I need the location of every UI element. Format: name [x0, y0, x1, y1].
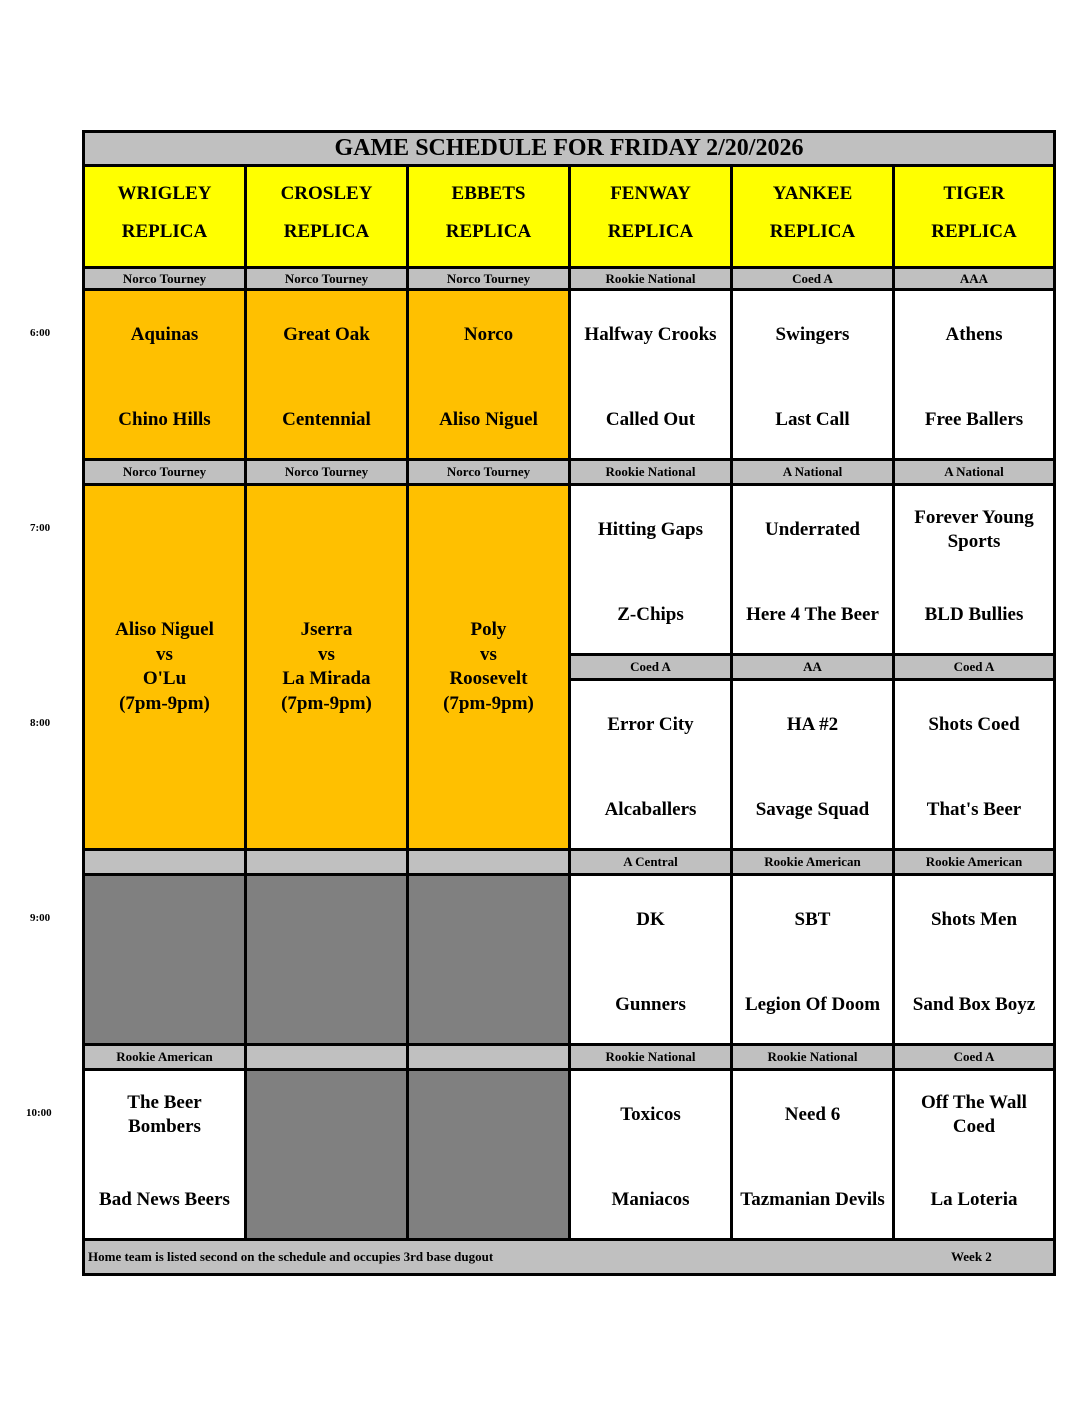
- home-team: BLD Bullies: [924, 604, 1024, 625]
- home-team: Savage Squad: [755, 799, 870, 820]
- field-header-fenway: [571, 167, 733, 266]
- field-name: FENWAY: [610, 183, 691, 204]
- field-sub: REPLICA: [283, 221, 370, 242]
- tourney-game-cell: [85, 486, 247, 851]
- home-team: That's Beer: [926, 799, 1022, 820]
- field-sub: REPLICA: [607, 221, 694, 242]
- field-sub: REPLICA: [445, 221, 532, 242]
- field-name: WRIGLEY: [117, 183, 212, 204]
- tourney-vs: vs: [156, 643, 173, 665]
- division-label: Norco Tourney: [247, 461, 409, 486]
- home-team: Last Call: [775, 409, 850, 430]
- away-team: DK: [636, 909, 665, 930]
- division-label: Rookie American: [733, 851, 895, 876]
- tourney-team-1: Aliso Niguel: [115, 619, 214, 640]
- division-label: Rookie American: [85, 1046, 247, 1071]
- game-cell: [247, 291, 409, 461]
- away-team: Great Oak: [283, 324, 370, 345]
- schedule-title: GAME SCHEDULE FOR FRIDAY 2/20/2026: [85, 133, 1053, 167]
- tourney-time: (7pm-9pm): [443, 692, 534, 714]
- away-team: Shots Men: [930, 909, 1018, 930]
- home-team: Z-Chips: [617, 604, 684, 625]
- game-cell: [85, 1071, 247, 1241]
- division-label: AA: [733, 656, 895, 681]
- game-cell: [895, 291, 1053, 461]
- time-label-8: 8:00: [30, 717, 51, 729]
- division-label: Coed A: [571, 656, 733, 681]
- unused-cell: [247, 1071, 409, 1241]
- home-team: Aliso Niguel: [439, 409, 538, 430]
- field-name: YANKEE: [772, 183, 853, 204]
- away-team-line-1: The Beer: [127, 1092, 202, 1113]
- tourney-team-1: Jserra: [300, 619, 353, 640]
- division-label: Norco Tourney: [85, 461, 247, 486]
- field-sub: REPLICA: [769, 221, 856, 242]
- home-team: Legion Of Doom: [744, 994, 881, 1015]
- away-team: Athens: [945, 324, 1003, 345]
- division-label: [85, 851, 247, 876]
- unused-cell: [409, 876, 571, 1046]
- home-team: Alcaballers: [604, 799, 697, 820]
- division-label: A Central: [571, 851, 733, 876]
- field-header-ebbets: [409, 167, 571, 266]
- tourney-team-2: Roosevelt: [449, 668, 528, 689]
- week-label: Week 2: [951, 1249, 992, 1264]
- away-team-line-2: Sports: [947, 531, 1001, 552]
- field-sub: REPLICA: [931, 221, 1017, 242]
- away-team-line-2: Coed: [952, 1116, 996, 1137]
- home-team: Maniacos: [611, 1189, 690, 1210]
- unused-cell: [409, 1071, 571, 1241]
- game-cell: [733, 876, 895, 1046]
- away-team: Hitting Gaps: [597, 519, 704, 540]
- schedule-table: [82, 130, 1056, 1276]
- away-team-line-1: Forever Young: [914, 507, 1034, 528]
- home-team: Here 4 The Beer: [746, 604, 879, 625]
- division-label: [409, 1046, 571, 1071]
- home-team: Bad News Beers: [99, 1189, 230, 1210]
- footer-note: Home team is listed second on the schedule and occupies 3rd base dugout: [88, 1249, 494, 1264]
- division-label: [247, 1046, 409, 1071]
- away-team: Shots Coed: [928, 714, 1020, 735]
- time-label-10: 10:00: [26, 1107, 52, 1119]
- away-team: Underrated: [765, 519, 860, 540]
- division-label: Norco Tourney: [409, 269, 571, 291]
- division-label: Rookie National: [571, 461, 733, 486]
- field-name: EBBETS: [451, 183, 526, 204]
- home-team: La Loteria: [930, 1189, 1018, 1210]
- division-label: Rookie National: [733, 1046, 895, 1071]
- division-label: Rookie National: [571, 269, 733, 291]
- field-name: CROSLEY: [280, 183, 373, 204]
- division-label: Rookie National: [571, 1046, 733, 1071]
- away-team: Swingers: [775, 324, 850, 345]
- game-cell: [733, 486, 895, 656]
- home-team: Free Ballers: [924, 409, 1024, 430]
- division-label: A National: [895, 461, 1053, 486]
- game-cell: [85, 291, 247, 461]
- game-cell: [571, 291, 733, 461]
- game-cell: [895, 681, 1053, 851]
- field-header-crosley: [247, 167, 409, 266]
- game-cell: [733, 681, 895, 851]
- game-cell: [895, 1071, 1053, 1241]
- game-cell: [571, 486, 733, 656]
- away-team: Aquinas: [130, 324, 199, 345]
- division-label: Coed A: [895, 1046, 1053, 1071]
- game-cell: [733, 291, 895, 461]
- home-team: Called Out: [605, 409, 696, 430]
- tourney-time: (7pm-9pm): [119, 692, 210, 714]
- game-cell: [733, 1071, 895, 1241]
- division-label: Norco Tourney: [247, 269, 409, 291]
- unused-cell: [247, 876, 409, 1046]
- away-team: SBT: [794, 909, 831, 930]
- tourney-vs: vs: [480, 643, 497, 665]
- division-label: Coed A: [733, 269, 895, 291]
- division-label: AAA: [895, 269, 1053, 291]
- home-team: Gunners: [615, 994, 686, 1015]
- division-label: Rookie American: [895, 851, 1053, 876]
- tourney-team-2: O'Lu: [142, 668, 187, 689]
- field-header-tiger: [895, 167, 1053, 266]
- time-label-6: 6:00: [30, 327, 51, 339]
- division-label: A National: [733, 461, 895, 486]
- away-team-line-2: Bombers: [128, 1116, 201, 1137]
- field-header-wrigley: [85, 167, 247, 266]
- division-label: Norco Tourney: [409, 461, 571, 486]
- division-label: [247, 851, 409, 876]
- away-team-line-1: Off The Wall: [921, 1092, 1027, 1113]
- game-cell: [409, 291, 571, 461]
- home-team: Sand Box Boyz: [912, 994, 1036, 1015]
- field-name: TIGER: [943, 183, 1005, 204]
- tourney-game-cell: [247, 486, 409, 851]
- home-team: Centennial: [282, 409, 371, 430]
- tourney-team-2: La Mirada: [282, 668, 371, 689]
- game-cell: [571, 876, 733, 1046]
- tourney-game-cell: [409, 486, 571, 851]
- footer-bar: [85, 1241, 1053, 1273]
- home-team: Chino Hills: [118, 409, 211, 430]
- away-team: Norco: [463, 324, 514, 345]
- away-team: HA #2: [786, 714, 839, 735]
- away-team: Halfway Crooks: [584, 324, 717, 345]
- time-label-7: 7:00: [30, 522, 51, 534]
- tourney-team-1: Poly: [470, 619, 507, 640]
- away-team: Error City: [607, 714, 694, 735]
- away-team: Need 6: [784, 1104, 841, 1125]
- tourney-vs: vs: [318, 643, 335, 665]
- away-team: Toxicos: [620, 1104, 681, 1125]
- division-label: [409, 851, 571, 876]
- home-team: Tazmanian Devils: [740, 1189, 885, 1210]
- division-label: Coed A: [895, 656, 1053, 681]
- game-cell: [895, 876, 1053, 1046]
- field-sub: REPLICA: [121, 221, 208, 242]
- game-cell: [571, 1071, 733, 1241]
- game-cell: [571, 681, 733, 851]
- unused-cell: [85, 876, 247, 1046]
- field-header-yankee: [733, 167, 895, 266]
- tourney-time: (7pm-9pm): [281, 692, 372, 714]
- game-cell: [895, 486, 1053, 656]
- division-label: Norco Tourney: [85, 269, 247, 291]
- time-label-9: 9:00: [30, 912, 51, 924]
